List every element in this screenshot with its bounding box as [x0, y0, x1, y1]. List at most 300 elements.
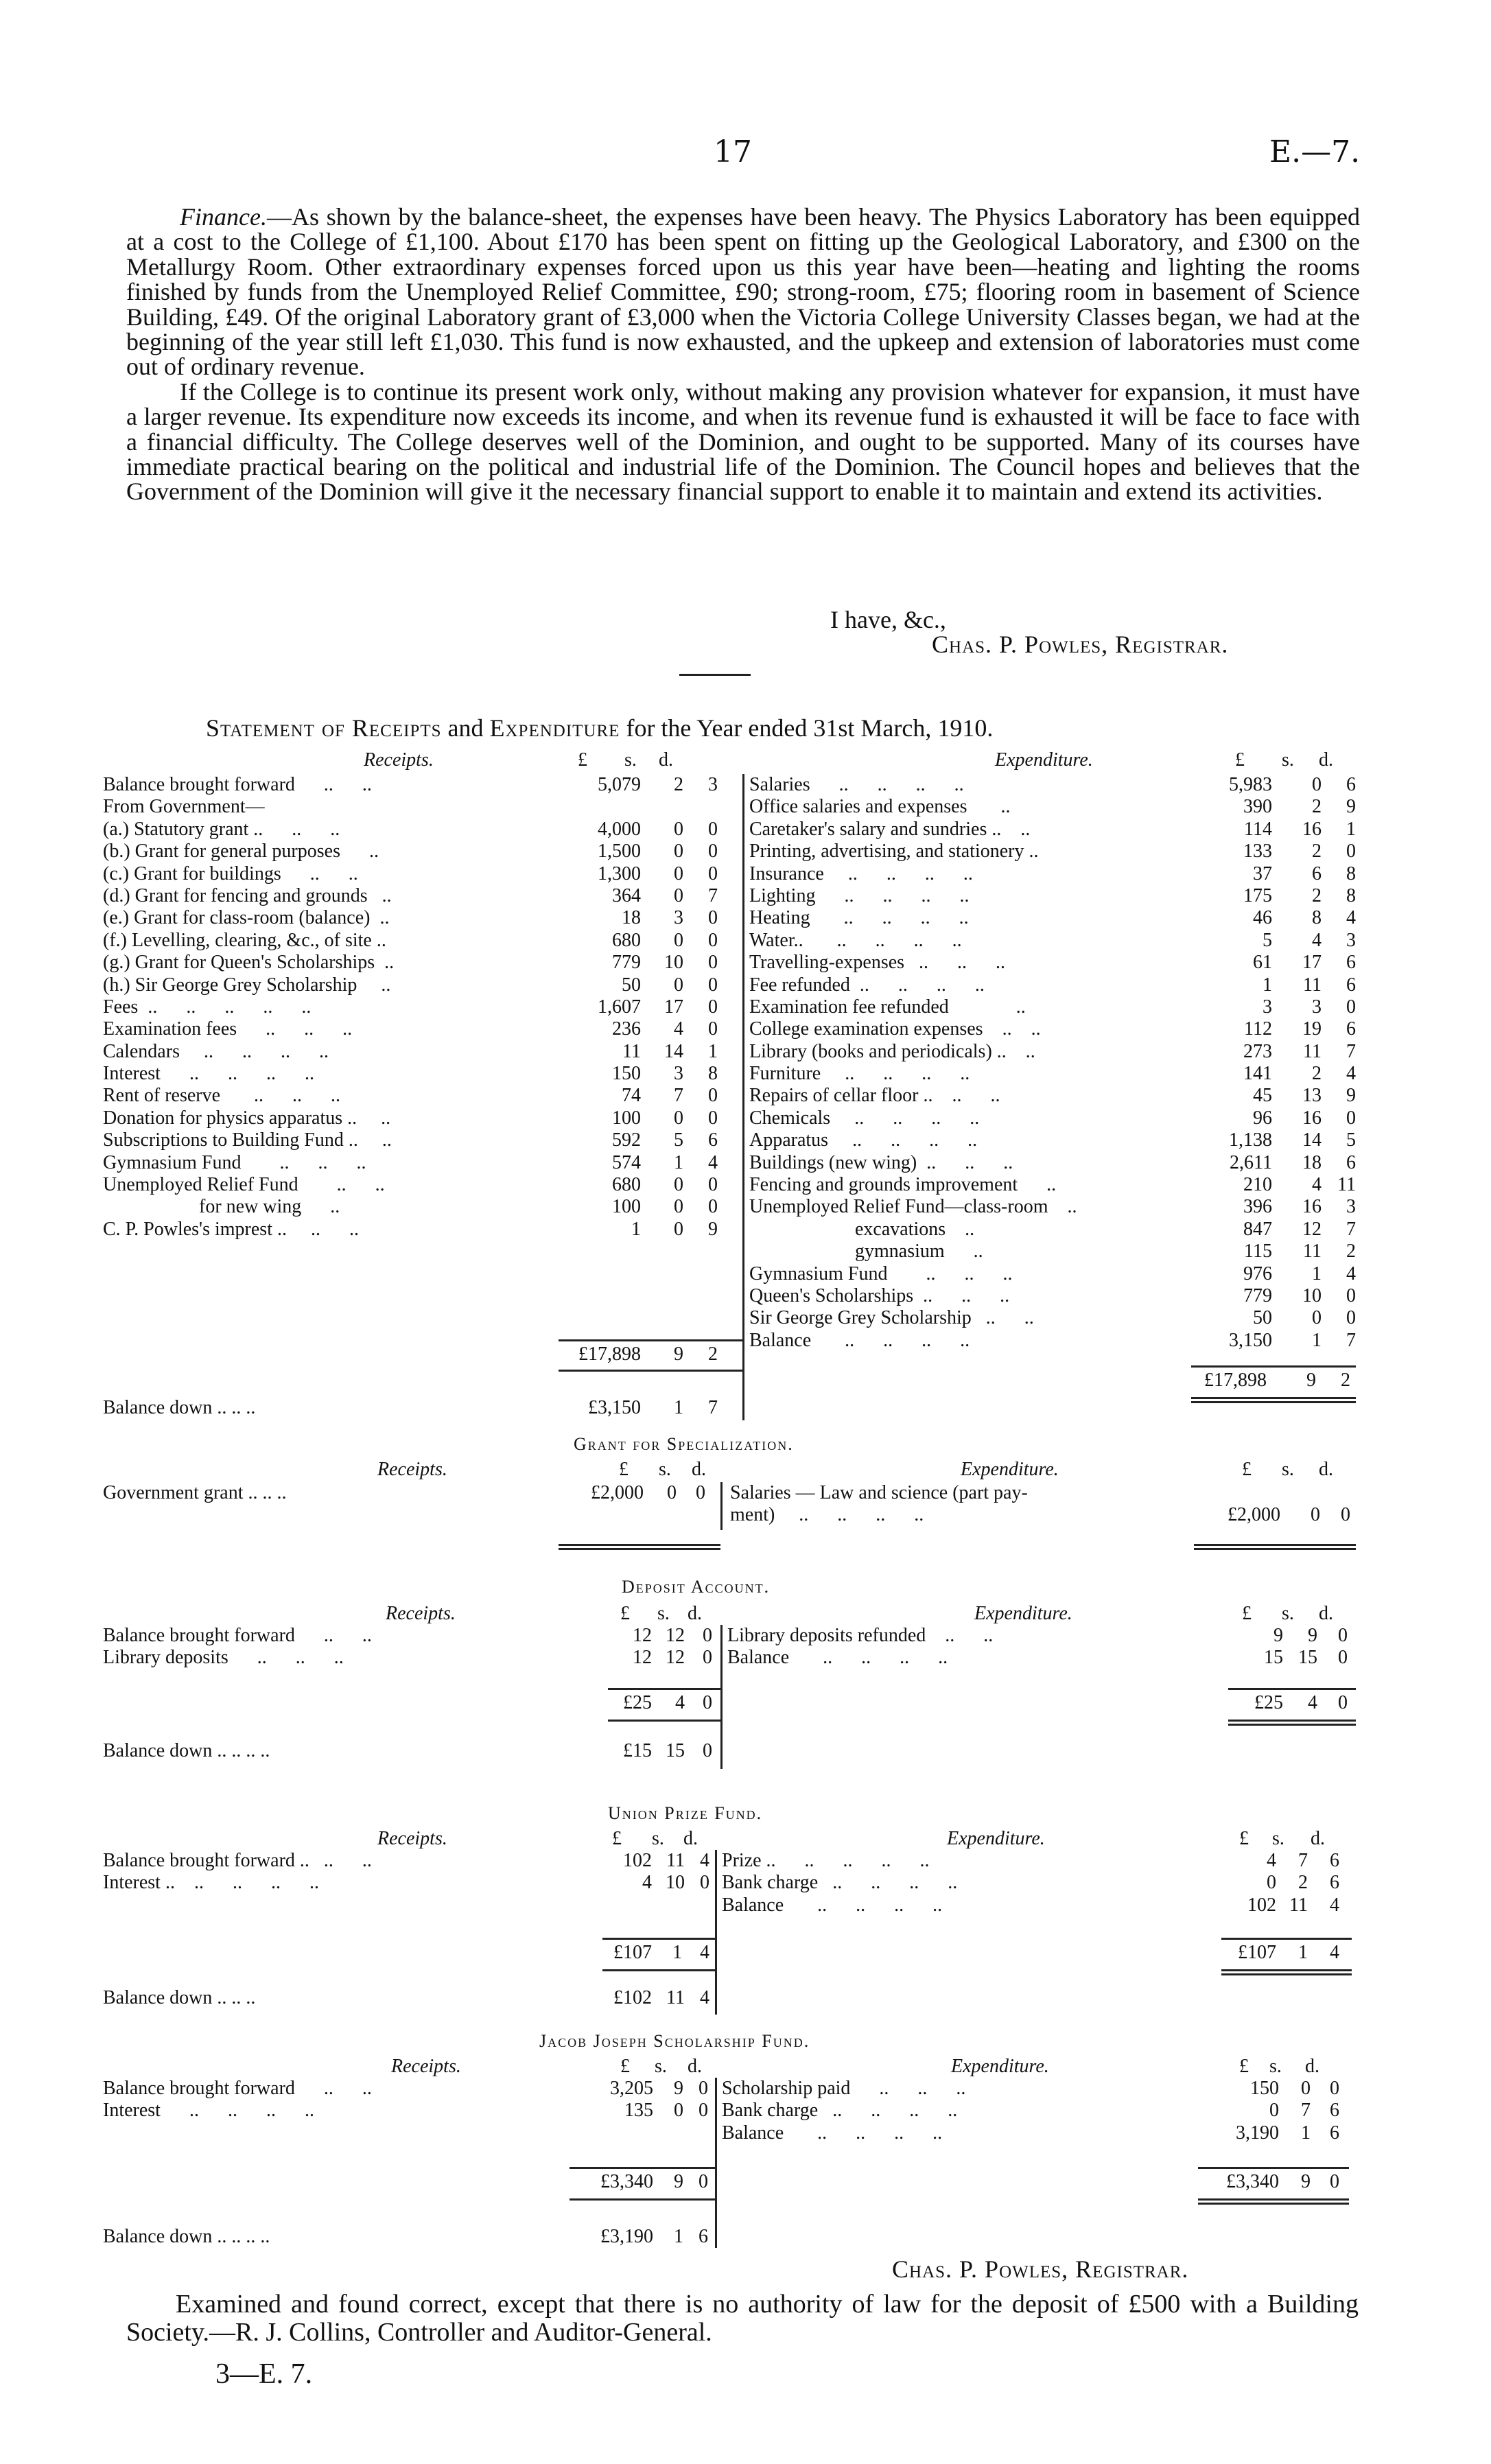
amount-d: 1	[708, 1040, 718, 1062]
amount-d: 4	[1346, 1263, 1356, 1284]
union-prize-table: Receipts. £ s. d. Expenditure. £ s. d. Balance brought forward .. .. .. 102 11 4 Interest .. .. .. .. .. 4 10 0 Prize .. .. .. .. .. 4 7 6 Bank charge .. .. .. .. 0 2 6 Balance .. .. .. .. 102 11 4 £107 1 4 £107 1 4 Balance down .. .. .. £102 11 4	[103, 1828, 1359, 2027]
deposit-total-expenditure: £25 4 0	[1254, 1692, 1348, 1713]
rule	[1191, 1397, 1356, 1399]
column-divider	[720, 1625, 723, 1769]
amount-s: 17	[1302, 952, 1322, 974]
amount-l: 61	[1253, 952, 1272, 974]
ledger-label: Travelling-expenses .. .. ..	[749, 952, 1006, 974]
amount-s: 12	[1302, 1218, 1322, 1240]
ledger-label: Balance .. .. .. ..	[722, 1894, 943, 1916]
amount-s: 9	[674, 2078, 683, 2099]
ledger-row	[103, 796, 734, 818]
amount-s: 19	[1302, 1018, 1322, 1040]
statement-table	[103, 749, 1359, 1422]
closing: I have, &c.,	[830, 606, 946, 633]
rule	[1194, 1548, 1356, 1550]
amount-s: 17	[664, 996, 683, 1018]
college-paragraph: If the College is to continue its present work only, without making any provision whatever for expansion, it must have a larger revenue. Its expenditure now exceeds its income, and when its revenue fund is exhausted it will be face to face with a financial difficulty. The College deserves well of the Dominion, and ought to be supported. Many of its courses have immediate practical bearing on the political and industrial life of the Dominion. The Council hopes and believes that the Government of the Dominion will give it the necessary financial support to enable it to maintain and extend its activities.	[126, 377, 1360, 506]
ledger-row	[103, 863, 734, 885]
specialization-table: Receipts. £ s. d. Expenditure. £ s. d. Government grant .. .. .. £2,000 0 0 Salaries — Law and science (part pay- ment) .. .. .. .. £2,000 0 0	[103, 1459, 1359, 1569]
ledger-row	[103, 952, 734, 974]
ledger-row	[103, 1174, 734, 1196]
ledger-row	[103, 1219, 734, 1241]
amount-l: 4,000	[598, 818, 641, 840]
amount-l: 135	[624, 2100, 653, 2122]
union-balance-down: Balance down .. .. .. £102 11 4	[103, 1987, 709, 2008]
ledger-label: (h.) Sir George Grey Scholarship ..	[103, 974, 391, 996]
amount-d: 6	[1330, 1872, 1339, 1894]
amount-l: 273	[1243, 1040, 1272, 1062]
amount-s: 2	[1312, 1063, 1322, 1085]
amount-l: 1,607	[598, 996, 641, 1018]
amount-l: 779	[1243, 1284, 1272, 1306]
ledger-row	[749, 1129, 1359, 1151]
amount-l: 0	[1267, 1872, 1276, 1894]
amount-l: 390	[1243, 796, 1272, 818]
document-reference: E.—7.	[1269, 134, 1361, 169]
ledger-row	[749, 907, 1359, 929]
amount-s: 1	[1301, 2122, 1311, 2144]
ledger-row	[103, 885, 734, 907]
amount-d: 3	[708, 774, 718, 795]
amount-s: 3	[1312, 996, 1322, 1018]
amount-d: 6	[1330, 2100, 1339, 2122]
amount-d: 1	[1346, 818, 1356, 840]
ledger-label: Gymnasium Fund .. .. ..	[103, 1151, 366, 1173]
ledger-row	[749, 974, 1359, 996]
amount-d: 11	[1337, 1174, 1356, 1196]
jacob-joseph-balance-down: Balance down .. .. .. .. £3,190 1 6	[103, 2226, 708, 2247]
amount-d: 0	[1346, 1284, 1356, 1306]
amount-l: 11	[622, 1040, 641, 1062]
amount-d: 0	[1338, 1625, 1348, 1646]
ledger-row	[722, 1872, 1353, 1894]
rule	[1191, 1365, 1356, 1368]
amount-s: 0	[674, 974, 683, 996]
amount-s: 8	[1312, 907, 1322, 929]
amount-l: 74	[622, 1085, 641, 1107]
ledger-row	[103, 1625, 720, 1647]
ledger-row	[749, 1330, 1359, 1352]
amount-s: 1	[1312, 1329, 1322, 1351]
ledger-label: Interest .. .. .. .. ..	[103, 1872, 319, 1894]
ledger-label: Balance brought forward .. .. ..	[103, 1850, 372, 1871]
amount-l: 133	[1243, 841, 1272, 863]
amount-s: 0	[674, 841, 683, 863]
amount-d: 5	[1346, 1129, 1356, 1151]
amount-s: 9	[1308, 1625, 1317, 1646]
amount-d: 0	[698, 2100, 708, 2122]
amount-l: 976	[1243, 1263, 1272, 1284]
amount-d: 3	[1346, 929, 1356, 951]
amount-s: 1	[674, 1151, 683, 1173]
amount-d: 6	[1346, 774, 1356, 795]
amount-d: 9	[1346, 796, 1356, 818]
sheet-reference: 3—E. 7.	[215, 2358, 313, 2390]
rule	[1198, 2198, 1349, 2201]
ledger-label: for new wing ..	[103, 1196, 340, 1218]
amount-l: 12	[633, 1647, 652, 1669]
amount-l: 3	[1263, 996, 1272, 1018]
amount-s: 0	[1312, 1307, 1322, 1329]
amount-l: 50	[622, 974, 641, 996]
amount-s: 14	[664, 1040, 683, 1062]
ledger-row	[749, 885, 1359, 907]
ledger-row	[722, 1850, 1353, 1872]
finance-paragraph	[126, 204, 1360, 379]
rule	[559, 1544, 720, 1546]
amount-l: 15	[1264, 1647, 1283, 1669]
ledger-label: Heating .. .. .. ..	[749, 907, 969, 929]
amount-s: 16	[1302, 818, 1322, 840]
amount-d: 3	[1346, 1196, 1356, 1218]
ledger-row	[103, 841, 734, 863]
amount-l: 0	[1269, 2100, 1279, 2122]
jacob-joseph-total-receipts: £3,340 9 0	[600, 2171, 708, 2192]
amount-l: 1	[1263, 974, 1272, 996]
amount-s: 4	[1312, 1174, 1322, 1196]
amount-d: 4	[700, 1850, 709, 1871]
rule	[559, 1548, 720, 1550]
rule	[1228, 1720, 1356, 1722]
ledger-label: Furniture .. .. .. ..	[749, 1063, 970, 1085]
ledger-row	[749, 819, 1359, 841]
amount-d: 9	[1346, 1085, 1356, 1107]
expenditure-list	[749, 774, 1359, 1352]
amount-s: 2	[1312, 884, 1322, 906]
amount-d: 6	[1346, 952, 1356, 974]
amount-s: 1	[1312, 1263, 1322, 1284]
amount-s: 0	[674, 1174, 683, 1196]
amount-l: 12	[633, 1625, 652, 1646]
ledger-row	[103, 1872, 720, 1894]
ledger-label: Library deposits refunded .. ..	[727, 1625, 994, 1646]
amount-l: 114	[1244, 818, 1272, 840]
amount-l: 102	[1247, 1894, 1276, 1916]
amount-l: 680	[612, 929, 641, 951]
deposit-balance-down: Balance down .. .. .. .. £15 15 0	[103, 1740, 712, 1761]
amount-d: 4	[1346, 1063, 1356, 1085]
rule	[559, 1339, 742, 1341]
ledger-label: Repairs of cellar floor .. .. ..	[749, 1085, 1000, 1107]
ledger-label: Balance brought forward .. ..	[103, 774, 372, 795]
ledger-row	[103, 1085, 734, 1107]
rule	[570, 2167, 715, 2169]
amount-s: 7	[674, 1085, 683, 1107]
amount-d: 0	[708, 1107, 718, 1129]
ledger-row	[722, 2122, 1353, 2144]
ledger-label: Sir George Grey Scholarship .. ..	[749, 1307, 1034, 1329]
ledger-label: Subscriptions to Building Fund .. ..	[103, 1129, 392, 1151]
amount-d: 0	[708, 929, 718, 951]
rule	[602, 1969, 715, 1971]
amount-l: 396	[1243, 1196, 1272, 1218]
col-shillings-exp: s.	[1282, 749, 1294, 771]
amount-s: 0	[1312, 774, 1322, 795]
ledger-label: Calendars .. .. .. ..	[103, 1040, 329, 1062]
amount-l: 50	[1253, 1307, 1272, 1329]
amount-s: 11	[666, 1850, 685, 1871]
statement-title: Statement of Receipts and Expenditure for the Year ended 31st March, 1910.	[206, 714, 994, 742]
amount-l: 3,150	[1229, 1329, 1272, 1351]
ledger-label: Fee refunded .. .. .. ..	[749, 974, 985, 996]
col-pounds-exp: £	[1235, 749, 1245, 771]
col-pence: d.	[659, 749, 673, 771]
amount-d: 6	[1346, 974, 1356, 996]
amount-d: 0	[708, 907, 718, 929]
rule	[608, 1720, 720, 1722]
amount-s: 4	[674, 1018, 683, 1040]
ledger-row	[749, 1263, 1359, 1285]
amount-d: 0	[1346, 1307, 1356, 1329]
amount-d: 0	[708, 841, 718, 863]
amount-l: 3,190	[1236, 2122, 1279, 2144]
rule	[1221, 1938, 1352, 1940]
ledger-label: Balance .. .. .. ..	[722, 2122, 943, 2144]
amount-d: 6	[1330, 1850, 1339, 1871]
rule	[1191, 1401, 1356, 1403]
amount-l: 141	[1243, 1063, 1272, 1085]
ledger-label: Buildings (new wing) .. .. ..	[749, 1151, 1013, 1173]
rule	[559, 1370, 742, 1372]
ledger-row	[749, 1018, 1359, 1040]
ledger-row	[749, 796, 1359, 818]
amount-l: 364	[612, 884, 641, 906]
specialization-receipt-row: Government grant .. .. .. £2,000 0 0	[103, 1482, 705, 1503]
ledger-row	[103, 1041, 734, 1063]
jacob-joseph-title: Jacob Joseph Scholarship Fund.	[539, 2031, 810, 2051]
amount-l: 18	[622, 907, 641, 929]
ledger-label: Examination fee refunded ..	[749, 996, 1026, 1018]
amount-d: 4	[1330, 1894, 1339, 1916]
union-expenditure	[722, 1850, 1353, 1916]
amount-d: 8	[708, 1063, 718, 1085]
finance-text: —As shown by the balance-sheet, the expenses have been heavy. The Physics Laboratory has been equipped at a cost to the College of £1,100. About £170 has been spent on fitting up the Geological Laboratory, and £300 on the Metallurgy Room. Other extraordinary expenses forced upon us this year have been—heating and lighting the rooms finished by funds from the Unemployed Relief Committee, £90; strong-room, £75; flooring room in basement of Science Building, £49. Of the original Laboratory grant of £3,000 when the Victoria College University Classes began, we had at the beginning of the year still left £1,030. This fund is now exhausted, and the upkeep and extension of laboratories must come out of ordinary revenue.	[126, 203, 1360, 381]
amount-s: 10	[666, 1872, 685, 1894]
amount-s: 3	[674, 1063, 683, 1085]
amount-d: 0	[708, 1018, 718, 1040]
amount-d: 0	[1330, 2078, 1339, 2099]
amount-d: 0	[708, 996, 718, 1018]
ledger-label: Printing, advertising, and stationery ..	[749, 841, 1039, 863]
amount-d: 6	[1346, 1018, 1356, 1040]
amount-d: 0	[708, 1196, 718, 1218]
amount-s: 0	[674, 1196, 683, 1218]
col-shillings: s.	[624, 749, 637, 771]
amount-d: 0	[703, 1625, 712, 1646]
ledger-row	[722, 1894, 1353, 1916]
amount-s: 10	[1302, 1284, 1322, 1306]
amount-l: 46	[1253, 907, 1272, 929]
amount-l: 680	[612, 1174, 641, 1196]
ledger-label: College examination expenses .. ..	[749, 1018, 1041, 1040]
amount-d: 0	[1346, 996, 1356, 1018]
amount-l: 45	[1253, 1085, 1272, 1107]
ledger-row	[749, 930, 1359, 952]
deposit-table: Receipts. £ s. d. Expenditure. £ s. d. Balance brought forward .. .. 12 12 0 Library deposits .. .. .. 12 12 0 Library deposits refunded .. .. 9 9 0 Balance .. .. .. .. 15 15 0 £25 4 0 £25 4 0 Balance down .. .. .. .. £15 15 0	[103, 1603, 1359, 1781]
ledger-label: C. P. Powles's imprest .. .. ..	[103, 1218, 359, 1240]
rule	[1228, 1688, 1356, 1690]
amount-s: 13	[1302, 1085, 1322, 1107]
amount-d: 0	[1346, 1107, 1356, 1129]
ledger-label: Bank charge .. .. .. ..	[722, 2100, 958, 2122]
amount-s: 4	[1312, 929, 1322, 951]
ledger-row	[749, 774, 1359, 796]
amount-s: 18	[1302, 1151, 1322, 1173]
ledger-row	[749, 1085, 1359, 1107]
ledger-row	[722, 2078, 1353, 2100]
ledger-row	[749, 1041, 1359, 1063]
ledger-label: Fencing and grounds improvement ..	[749, 1174, 1057, 1196]
expenditure-heading: Expenditure.	[995, 749, 1093, 771]
ledger-row	[103, 907, 734, 929]
ledger-row	[749, 952, 1359, 974]
col-pounds: £	[578, 749, 587, 771]
amount-l: 5,079	[598, 774, 641, 795]
rule	[1221, 1973, 1352, 1975]
amount-l: 96	[1253, 1107, 1272, 1129]
rule	[602, 1938, 715, 1940]
ledger-row	[749, 1152, 1359, 1174]
ledger-label: Caretaker's salary and sundries .. ..	[749, 818, 1031, 840]
amount-l: 592	[612, 1129, 641, 1151]
amount-d: 0	[708, 974, 718, 996]
receipts-heading: Receipts.	[364, 749, 434, 771]
amount-l: 5,983	[1229, 774, 1272, 795]
ledger-row	[727, 1647, 1359, 1669]
amount-d: 7	[708, 884, 718, 906]
ledger-label: Interest .. .. .. ..	[103, 2100, 314, 2122]
ledger-label: Unemployed Relief Fund .. ..	[103, 1174, 385, 1196]
rule	[1228, 1724, 1356, 1726]
ledger-label: Interest .. .. .. ..	[103, 1063, 314, 1085]
ledger-label: Lighting .. .. .. ..	[749, 884, 970, 906]
ledger-label: Library (books and periodicals) .. ..	[749, 1040, 1035, 1062]
amount-l: 2,611	[1230, 1151, 1272, 1173]
ledger-row	[749, 1219, 1359, 1241]
body-text	[126, 204, 1360, 504]
specialization-expenditure-amount: £2,000 0 0	[1228, 1504, 1350, 1525]
ledger-row	[103, 1196, 734, 1218]
ledger-label: Office salaries and expenses ..	[749, 796, 1011, 818]
amount-l: 37	[1253, 863, 1272, 884]
union-total-expenditure: £107 1 4	[1238, 1942, 1339, 1963]
ledger-row	[749, 1063, 1359, 1085]
amount-s: 12	[666, 1647, 685, 1669]
amount-s: 7	[1298, 1850, 1308, 1871]
ledger-row	[103, 1850, 720, 1872]
amount-d: 0	[703, 1647, 712, 1669]
deposit-total-receipts: £25 4 0	[623, 1692, 712, 1713]
amount-s: 16	[1302, 1196, 1322, 1218]
rule	[570, 2198, 715, 2201]
deposit-expenditure	[727, 1625, 1359, 1669]
jacob-joseph-table: Receipts. £ s. d. Expenditure. £ s. d. Balance brought forward .. .. 3,205 9 0 Interest .. .. .. .. 135 0 0 Scholarship paid .. .. .. 150 0 0 Bank charge .. .. .. .. 0 7 6 Balance .. .. .. .. 3,190 1 6 £3,340 9 0 £3,340 9 0 Balance down .. .. .. .. £3,190 1 6	[103, 2056, 1359, 2255]
amount-s: 0	[674, 2100, 683, 2122]
amount-d: 0	[708, 863, 718, 884]
amount-s: 6	[1312, 863, 1322, 884]
ledger-row	[749, 996, 1359, 1018]
ledger-row	[749, 1174, 1359, 1196]
amount-l: 4	[642, 1872, 652, 1894]
ledger-row	[749, 1107, 1359, 1129]
amount-l: 102	[623, 1850, 652, 1871]
amount-l: 100	[612, 1196, 641, 1218]
column-divider	[742, 774, 744, 1420]
ledger-label: excavations ..	[749, 1218, 975, 1240]
ledger-label: Fees .. .. .. .. ..	[103, 996, 312, 1018]
amount-l: 1,300	[598, 863, 641, 884]
ledger-row	[103, 1107, 734, 1129]
amount-d: 2	[1346, 1241, 1356, 1263]
receipts-list	[103, 774, 734, 1241]
ledger-row	[749, 1241, 1359, 1263]
ledger-row	[103, 774, 734, 796]
ledger-row	[103, 974, 734, 996]
amount-s: 11	[1303, 974, 1322, 996]
amount-l: 574	[612, 1151, 641, 1173]
ledger-label: Queen's Scholarships .. .. ..	[749, 1284, 1010, 1306]
amount-d: 8	[1346, 863, 1356, 884]
amount-s: 0	[1301, 2078, 1311, 2099]
amount-d: 0	[708, 818, 718, 840]
amount-s: 11	[1289, 1894, 1308, 1916]
amount-l: 150	[1250, 2078, 1279, 2099]
ledger-label: (d.) Grant for fencing and grounds ..	[103, 884, 392, 906]
jacob-joseph-expenditure	[722, 2078, 1353, 2144]
ledger-label: Scholarship paid .. .. ..	[722, 2078, 966, 2099]
amount-l: 236	[612, 1018, 641, 1040]
ledger-row	[103, 1152, 734, 1174]
ledger-label: Insurance .. .. .. ..	[749, 863, 973, 884]
ledger-row	[103, 819, 734, 841]
ledger-row	[103, 1647, 720, 1669]
audit-note: Examined and found correct, except that there is no authority of law for the deposit of £500 with a Building Society.—R. J. Collins, Controller and Auditor-General.	[126, 2290, 1359, 2347]
amount-l: 1,500	[598, 841, 641, 863]
amount-s: 11	[1303, 1040, 1322, 1062]
amount-s: 11	[1303, 1241, 1322, 1263]
ledger-label: Donation for physics apparatus .. ..	[103, 1107, 391, 1129]
ledger-label: From Government—	[103, 796, 265, 818]
amount-l: 847	[1243, 1218, 1272, 1240]
balance-down-row: Balance down .. .. .. £3,150 1 7	[103, 1397, 718, 1418]
amount-s: 0	[674, 863, 683, 884]
amount-l: 1,138	[1229, 1129, 1272, 1151]
amount-s: 0	[674, 1218, 683, 1240]
column-divider	[720, 1482, 723, 1530]
ledger-label: Examination fees .. .. ..	[103, 1018, 353, 1040]
deposit-receipts	[103, 1625, 720, 1669]
union-receipts	[103, 1850, 720, 1894]
amount-l: 150	[612, 1063, 641, 1085]
amount-s: 0	[674, 818, 683, 840]
finance-lead: Finance.	[180, 203, 267, 231]
amount-d: 0	[1346, 841, 1356, 863]
rule	[1198, 2167, 1349, 2169]
ledger-label: Bank charge .. .. .. ..	[722, 1872, 958, 1894]
ledger-label: Balance .. .. .. ..	[749, 1329, 970, 1351]
amount-s: 0	[674, 929, 683, 951]
ledger-row	[103, 2100, 720, 2122]
amount-l: 112	[1244, 1018, 1272, 1040]
amount-s: 16	[1302, 1107, 1322, 1129]
ledger-label: Gymnasium Fund .. .. ..	[749, 1263, 1013, 1284]
expenditure-total: £17,898 9 2	[1204, 1370, 1350, 1391]
amount-d: 7	[1346, 1040, 1356, 1062]
amount-d: 4	[1346, 907, 1356, 929]
amount-d: 6	[1330, 2122, 1339, 2144]
divider	[679, 674, 751, 676]
